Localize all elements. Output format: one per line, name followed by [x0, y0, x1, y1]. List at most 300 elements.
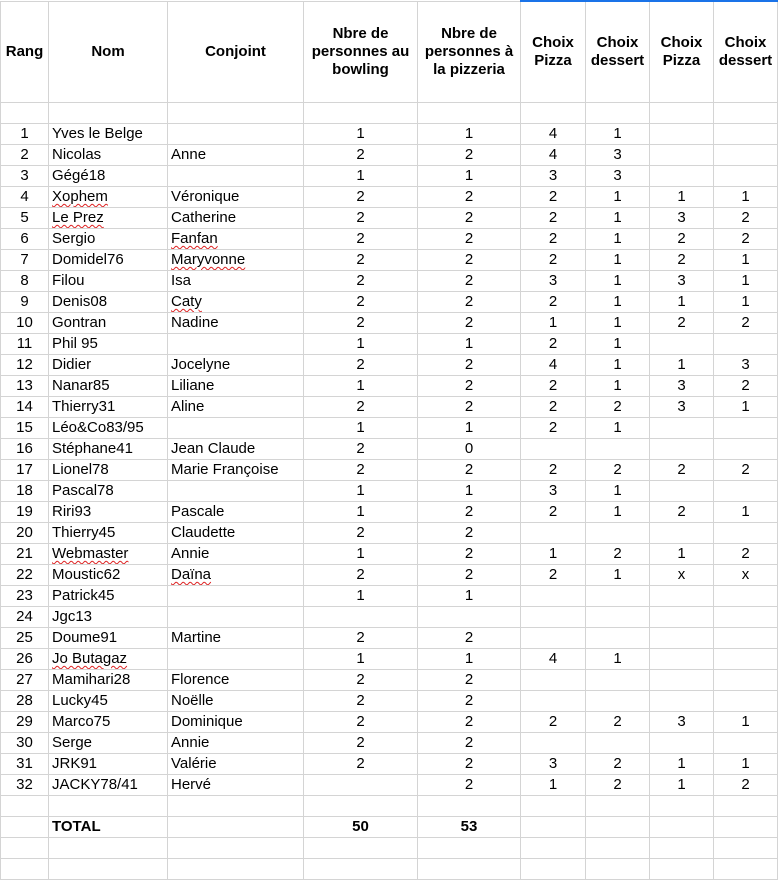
empty-cell[interactable] [586, 796, 650, 817]
cell-choix-dessert-2[interactable] [714, 649, 778, 670]
cell-conjoint[interactable] [168, 418, 304, 439]
cell-conjoint[interactable] [168, 712, 304, 733]
cell-nom[interactable] [49, 502, 168, 523]
empty-cell[interactable] [521, 859, 586, 880]
cell-pizzeria[interactable]: 2 [418, 376, 521, 397]
cell-nom[interactable] [49, 229, 168, 250]
cell-conjoint[interactable] [168, 292, 304, 313]
cell-pizzeria[interactable]: 2 [418, 355, 521, 376]
cell-choix-dessert-2[interactable]: 2 [714, 313, 778, 334]
empty-cell[interactable] [304, 796, 418, 817]
total-pizzeria[interactable]: 53 [418, 817, 521, 838]
cell-choix-dessert-1[interactable]: 3 [586, 145, 650, 166]
header-conjoint[interactable]: Conjoint [168, 1, 304, 103]
cell-conjoint[interactable] [168, 439, 304, 460]
cell-pizzeria[interactable]: 2 [418, 628, 521, 649]
empty-cell[interactable] [304, 859, 418, 880]
cell-choix-dessert-2[interactable] [714, 334, 778, 355]
cell-nom[interactable] [49, 460, 168, 481]
cell-choix-dessert-2[interactable]: 1 [714, 187, 778, 208]
cell-nom[interactable] [49, 712, 168, 733]
cell-choix-dessert-1[interactable]: 1 [586, 250, 650, 271]
cell-rang[interactable]: 20 [1, 523, 49, 544]
cell-rang[interactable]: 25 [1, 628, 49, 649]
cell-choix-dessert-2[interactable] [714, 691, 778, 712]
cell-choix-pizza-2[interactable] [650, 628, 714, 649]
cell-bowling[interactable]: 2 [304, 565, 418, 586]
cell-nom[interactable] [49, 523, 168, 544]
cell-choix-dessert-1[interactable]: 1 [586, 502, 650, 523]
cell-nom[interactable] [49, 187, 168, 208]
cell-nom[interactable] [49, 439, 168, 460]
cell-pizzeria[interactable]: 2 [418, 145, 521, 166]
cell-pizzeria[interactable]: 2 [418, 292, 521, 313]
cell-choix-pizza-1[interactable]: 2 [521, 460, 586, 481]
cell-conjoint[interactable] [168, 124, 304, 145]
cell-choix-dessert-1[interactable]: 1 [586, 355, 650, 376]
cell-conjoint[interactable] [168, 775, 304, 796]
cell-choix-pizza-2[interactable] [650, 481, 714, 502]
cell-pizzeria[interactable]: 2 [418, 397, 521, 418]
cell-bowling[interactable]: 1 [304, 649, 418, 670]
cell-nom[interactable] [49, 733, 168, 754]
cell-choix-pizza-2[interactable]: 2 [650, 502, 714, 523]
cell-choix-pizza-1[interactable]: 2 [521, 565, 586, 586]
cell-choix-pizza-2[interactable] [650, 586, 714, 607]
cell-nom[interactable] [49, 670, 168, 691]
cell-choix-pizza-2[interactable]: 3 [650, 397, 714, 418]
cell-choix-pizza-2[interactable] [650, 145, 714, 166]
cell-pizzeria[interactable]: 1 [418, 334, 521, 355]
cell-choix-dessert-2[interactable] [714, 628, 778, 649]
empty-cell[interactable] [49, 796, 168, 817]
cell-bowling[interactable]: 2 [304, 292, 418, 313]
cell-choix-pizza-2[interactable] [650, 334, 714, 355]
cell-pizzeria[interactable]: 2 [418, 565, 521, 586]
cell-conjoint[interactable] [168, 355, 304, 376]
cell-bowling[interactable]: 2 [304, 208, 418, 229]
cell-rang[interactable]: 16 [1, 439, 49, 460]
cell-conjoint[interactable] [168, 565, 304, 586]
cell-bowling[interactable]: 2 [304, 691, 418, 712]
cell-choix-dessert-2[interactable] [714, 124, 778, 145]
cell-choix-dessert-2[interactable] [714, 439, 778, 460]
cell-nom[interactable] [49, 565, 168, 586]
cell-bowling[interactable]: 2 [304, 712, 418, 733]
cell-conjoint[interactable] [168, 691, 304, 712]
cell-choix-dessert-1[interactable]: 1 [586, 313, 650, 334]
cell-choix-pizza-1[interactable]: 3 [521, 481, 586, 502]
cell-pizzeria[interactable] [418, 607, 521, 628]
cell-nom[interactable] [49, 397, 168, 418]
cell-choix-pizza-1[interactable] [521, 733, 586, 754]
cell-rang[interactable]: 28 [1, 691, 49, 712]
cell-bowling[interactable]: 2 [304, 145, 418, 166]
cell-choix-dessert-2[interactable]: 1 [714, 271, 778, 292]
cell-rang[interactable]: 31 [1, 754, 49, 775]
cell-conjoint[interactable] [168, 754, 304, 775]
cell-choix-dessert-1[interactable] [586, 670, 650, 691]
cell-rang[interactable]: 10 [1, 313, 49, 334]
cell-bowling[interactable]: 2 [304, 670, 418, 691]
cell-pizzeria[interactable]: 2 [418, 502, 521, 523]
cell-bowling[interactable]: 2 [304, 187, 418, 208]
cell-rang[interactable]: 7 [1, 250, 49, 271]
cell-choix-dessert-2[interactable]: 1 [714, 502, 778, 523]
cell-bowling[interactable]: 2 [304, 754, 418, 775]
cell-rang[interactable]: 26 [1, 649, 49, 670]
cell-pizzeria[interactable]: 1 [418, 418, 521, 439]
cell-pizzeria[interactable]: 2 [418, 229, 521, 250]
cell-choix-dessert-1[interactable]: 1 [586, 124, 650, 145]
cell-bowling[interactable]: 2 [304, 250, 418, 271]
cell-conjoint[interactable] [168, 313, 304, 334]
empty-cell[interactable] [1, 817, 49, 838]
cell-conjoint[interactable] [168, 271, 304, 292]
cell-choix-pizza-1[interactable]: 3 [521, 754, 586, 775]
cell-choix-dessert-1[interactable]: 3 [586, 166, 650, 187]
empty-cell[interactable] [49, 859, 168, 880]
cell-conjoint[interactable] [168, 670, 304, 691]
cell-choix-pizza-1[interactable]: 3 [521, 166, 586, 187]
cell-choix-pizza-1[interactable]: 2 [521, 712, 586, 733]
cell-pizzeria[interactable]: 2 [418, 691, 521, 712]
cell-choix-pizza-2[interactable]: 1 [650, 355, 714, 376]
cell-conjoint[interactable] [168, 376, 304, 397]
cell-conjoint[interactable] [168, 607, 304, 628]
cell-rang[interactable]: 13 [1, 376, 49, 397]
cell-choix-pizza-1[interactable] [521, 670, 586, 691]
empty-cell[interactable] [168, 817, 304, 838]
cell-choix-pizza-2[interactable]: 1 [650, 544, 714, 565]
cell-pizzeria[interactable]: 2 [418, 208, 521, 229]
cell-pizzeria[interactable]: 1 [418, 481, 521, 502]
cell-conjoint[interactable] [168, 460, 304, 481]
cell-bowling[interactable]: 2 [304, 271, 418, 292]
cell-choix-pizza-2[interactable]: 3 [650, 376, 714, 397]
cell-pizzeria[interactable]: 1 [418, 649, 521, 670]
empty-cell[interactable] [650, 103, 714, 124]
cell-choix-dessert-1[interactable]: 1 [586, 649, 650, 670]
cell-choix-dessert-2[interactable]: 1 [714, 754, 778, 775]
cell-choix-dessert-1[interactable] [586, 607, 650, 628]
empty-cell[interactable] [521, 796, 586, 817]
cell-conjoint[interactable] [168, 250, 304, 271]
cell-conjoint[interactable] [168, 502, 304, 523]
cell-choix-pizza-1[interactable] [521, 586, 586, 607]
cell-conjoint[interactable] [168, 145, 304, 166]
cell-conjoint[interactable] [168, 544, 304, 565]
empty-cell[interactable] [586, 817, 650, 838]
cell-pizzeria[interactable]: 2 [418, 313, 521, 334]
cell-choix-dessert-2[interactable]: 2 [714, 775, 778, 796]
header-choix-dessert-2[interactable]: Choix dessert [714, 1, 778, 103]
cell-choix-pizza-2[interactable] [650, 523, 714, 544]
cell-bowling[interactable]: 1 [304, 481, 418, 502]
cell-choix-pizza-1[interactable]: 2 [521, 250, 586, 271]
cell-rang[interactable]: 3 [1, 166, 49, 187]
cell-rang[interactable]: 11 [1, 334, 49, 355]
cell-choix-pizza-1[interactable]: 2 [521, 292, 586, 313]
cell-choix-pizza-2[interactable] [650, 649, 714, 670]
empty-cell[interactable] [1, 103, 49, 124]
cell-nom[interactable] [49, 334, 168, 355]
cell-pizzeria[interactable]: 2 [418, 187, 521, 208]
cell-nom[interactable] [49, 145, 168, 166]
cell-bowling[interactable]: 1 [304, 586, 418, 607]
cell-choix-dessert-2[interactable] [714, 523, 778, 544]
header-bowling[interactable]: Nbre de personnes au bowling [304, 1, 418, 103]
cell-rang[interactable]: 4 [1, 187, 49, 208]
cell-choix-dessert-2[interactable] [714, 607, 778, 628]
cell-nom[interactable] [49, 544, 168, 565]
cell-bowling[interactable]: 1 [304, 544, 418, 565]
cell-choix-pizza-2[interactable] [650, 124, 714, 145]
empty-cell[interactable] [714, 103, 778, 124]
cell-choix-pizza-2[interactable]: 3 [650, 271, 714, 292]
cell-nom[interactable] [49, 418, 168, 439]
cell-rang[interactable]: 8 [1, 271, 49, 292]
cell-choix-dessert-1[interactable]: 1 [586, 229, 650, 250]
cell-conjoint[interactable] [168, 628, 304, 649]
empty-cell[interactable] [168, 103, 304, 124]
cell-rang[interactable]: 21 [1, 544, 49, 565]
cell-conjoint[interactable] [168, 523, 304, 544]
empty-cell[interactable] [1, 859, 49, 880]
cell-choix-pizza-2[interactable]: 1 [650, 292, 714, 313]
cell-choix-dessert-1[interactable]: 2 [586, 712, 650, 733]
cell-pizzeria[interactable]: 1 [418, 586, 521, 607]
cell-choix-dessert-2[interactable]: 1 [714, 250, 778, 271]
cell-nom[interactable] [49, 754, 168, 775]
cell-conjoint[interactable] [168, 187, 304, 208]
cell-rang[interactable]: 5 [1, 208, 49, 229]
cell-bowling[interactable]: 1 [304, 124, 418, 145]
cell-pizzeria[interactable]: 2 [418, 250, 521, 271]
header-choix-pizza-2[interactable]: Choix Pizza [650, 1, 714, 103]
empty-cell[interactable] [418, 859, 521, 880]
empty-cell[interactable] [586, 103, 650, 124]
cell-choix-pizza-2[interactable]: 1 [650, 187, 714, 208]
cell-choix-pizza-2[interactable]: 2 [650, 460, 714, 481]
cell-choix-dessert-2[interactable]: 1 [714, 397, 778, 418]
empty-cell[interactable] [49, 103, 168, 124]
cell-nom[interactable] [49, 250, 168, 271]
cell-choix-pizza-1[interactable]: 2 [521, 187, 586, 208]
cell-pizzeria[interactable]: 2 [418, 712, 521, 733]
cell-rang[interactable]: 32 [1, 775, 49, 796]
empty-cell[interactable] [521, 838, 586, 859]
header-choix-dessert-1[interactable]: Choix dessert [586, 1, 650, 103]
cell-choix-dessert-1[interactable] [586, 586, 650, 607]
cell-choix-pizza-2[interactable]: x [650, 565, 714, 586]
cell-choix-pizza-1[interactable]: 4 [521, 649, 586, 670]
cell-choix-dessert-1[interactable]: 2 [586, 544, 650, 565]
empty-cell[interactable] [714, 859, 778, 880]
cell-nom[interactable] [49, 292, 168, 313]
cell-choix-dessert-2[interactable]: 2 [714, 208, 778, 229]
cell-choix-pizza-1[interactable]: 3 [521, 271, 586, 292]
cell-rang[interactable]: 29 [1, 712, 49, 733]
cell-rang[interactable]: 22 [1, 565, 49, 586]
empty-cell[interactable] [418, 103, 521, 124]
cell-choix-dessert-1[interactable] [586, 733, 650, 754]
cell-conjoint[interactable] [168, 397, 304, 418]
cell-choix-dessert-1[interactable]: 2 [586, 775, 650, 796]
cell-choix-dessert-1[interactable]: 1 [586, 565, 650, 586]
cell-choix-dessert-2[interactable]: 2 [714, 460, 778, 481]
cell-choix-dessert-1[interactable] [586, 523, 650, 544]
cell-choix-pizza-2[interactable] [650, 418, 714, 439]
cell-choix-pizza-1[interactable]: 2 [521, 397, 586, 418]
cell-choix-pizza-1[interactable] [521, 607, 586, 628]
cell-rang[interactable]: 1 [1, 124, 49, 145]
empty-cell[interactable] [1, 796, 49, 817]
cell-choix-pizza-1[interactable]: 1 [521, 313, 586, 334]
cell-bowling[interactable]: 1 [304, 376, 418, 397]
cell-nom[interactable] [49, 586, 168, 607]
cell-choix-pizza-2[interactable] [650, 691, 714, 712]
cell-choix-dessert-1[interactable] [586, 691, 650, 712]
cell-choix-dessert-2[interactable] [714, 166, 778, 187]
cell-rang[interactable]: 14 [1, 397, 49, 418]
cell-bowling[interactable]: 2 [304, 313, 418, 334]
cell-bowling[interactable]: 1 [304, 502, 418, 523]
cell-choix-dessert-2[interactable]: 1 [714, 292, 778, 313]
cell-bowling[interactable]: 2 [304, 523, 418, 544]
cell-nom[interactable] [49, 691, 168, 712]
cell-nom[interactable] [49, 355, 168, 376]
empty-cell[interactable] [521, 103, 586, 124]
cell-nom[interactable] [49, 628, 168, 649]
cell-rang[interactable]: 23 [1, 586, 49, 607]
cell-choix-pizza-1[interactable] [521, 439, 586, 460]
cell-choix-pizza-2[interactable]: 1 [650, 775, 714, 796]
cell-pizzeria[interactable]: 0 [418, 439, 521, 460]
empty-cell[interactable] [714, 817, 778, 838]
cell-nom[interactable] [49, 208, 168, 229]
cell-choix-dessert-2[interactable] [714, 733, 778, 754]
cell-bowling[interactable]: 2 [304, 628, 418, 649]
total-label[interactable]: TOTAL [49, 817, 168, 838]
cell-nom[interactable] [49, 124, 168, 145]
cell-rang[interactable]: 30 [1, 733, 49, 754]
header-pizzeria[interactable]: Nbre de personnes à la pizzeria [418, 1, 521, 103]
cell-pizzeria[interactable]: 2 [418, 271, 521, 292]
cell-choix-pizza-2[interactable]: 2 [650, 229, 714, 250]
cell-choix-dessert-2[interactable]: 2 [714, 376, 778, 397]
cell-choix-dessert-1[interactable]: 1 [586, 271, 650, 292]
cell-choix-dessert-1[interactable] [586, 628, 650, 649]
cell-bowling[interactable]: 1 [304, 166, 418, 187]
cell-pizzeria[interactable]: 2 [418, 775, 521, 796]
cell-choix-dessert-1[interactable]: 1 [586, 334, 650, 355]
cell-choix-dessert-2[interactable]: x [714, 565, 778, 586]
cell-choix-pizza-1[interactable]: 4 [521, 124, 586, 145]
cell-conjoint[interactable] [168, 481, 304, 502]
cell-nom[interactable] [49, 271, 168, 292]
cell-conjoint[interactable] [168, 229, 304, 250]
cell-nom[interactable] [49, 313, 168, 334]
cell-pizzeria[interactable]: 1 [418, 166, 521, 187]
cell-choix-dessert-2[interactable]: 1 [714, 712, 778, 733]
cell-conjoint[interactable] [168, 166, 304, 187]
cell-choix-pizza-2[interactable] [650, 670, 714, 691]
cell-choix-dessert-2[interactable]: 2 [714, 544, 778, 565]
empty-cell[interactable] [586, 838, 650, 859]
cell-bowling[interactable]: 2 [304, 439, 418, 460]
cell-conjoint[interactable] [168, 208, 304, 229]
cell-rang[interactable]: 19 [1, 502, 49, 523]
cell-choix-dessert-1[interactable] [586, 439, 650, 460]
cell-choix-dessert-1[interactable]: 1 [586, 418, 650, 439]
cell-bowling[interactable]: 1 [304, 418, 418, 439]
cell-rang[interactable]: 18 [1, 481, 49, 502]
cell-bowling[interactable]: 2 [304, 229, 418, 250]
empty-cell[interactable] [714, 796, 778, 817]
empty-cell[interactable] [49, 838, 168, 859]
cell-bowling[interactable] [304, 775, 418, 796]
cell-bowling[interactable]: 2 [304, 460, 418, 481]
empty-cell[interactable] [521, 817, 586, 838]
cell-nom[interactable] [49, 481, 168, 502]
header-rang[interactable]: Rang [1, 1, 49, 103]
cell-nom[interactable] [49, 607, 168, 628]
empty-cell[interactable] [168, 796, 304, 817]
cell-nom[interactable] [49, 166, 168, 187]
cell-choix-dessert-1[interactable]: 1 [586, 376, 650, 397]
cell-pizzeria[interactable]: 2 [418, 460, 521, 481]
cell-pizzeria[interactable]: 2 [418, 523, 521, 544]
empty-cell[interactable] [304, 838, 418, 859]
cell-choix-pizza-2[interactable] [650, 733, 714, 754]
cell-nom[interactable] [49, 376, 168, 397]
cell-choix-pizza-2[interactable] [650, 166, 714, 187]
cell-choix-dessert-1[interactable]: 1 [586, 187, 650, 208]
cell-choix-dessert-1[interactable]: 1 [586, 208, 650, 229]
empty-cell[interactable] [650, 817, 714, 838]
header-nom[interactable]: Nom [49, 1, 168, 103]
cell-nom[interactable] [49, 649, 168, 670]
cell-choix-pizza-2[interactable] [650, 439, 714, 460]
cell-choix-dessert-2[interactable] [714, 481, 778, 502]
cell-conjoint[interactable] [168, 733, 304, 754]
cell-choix-dessert-2[interactable]: 2 [714, 229, 778, 250]
empty-cell[interactable] [168, 859, 304, 880]
cell-choix-dessert-1[interactable]: 1 [586, 292, 650, 313]
cell-choix-pizza-1[interactable]: 2 [521, 376, 586, 397]
cell-bowling[interactable]: 2 [304, 733, 418, 754]
cell-choix-pizza-1[interactable]: 2 [521, 502, 586, 523]
cell-bowling[interactable]: 1 [304, 334, 418, 355]
cell-rang[interactable]: 12 [1, 355, 49, 376]
cell-conjoint[interactable] [168, 649, 304, 670]
cell-choix-dessert-2[interactable] [714, 586, 778, 607]
empty-cell[interactable] [168, 838, 304, 859]
cell-bowling[interactable]: 2 [304, 355, 418, 376]
cell-choix-pizza-1[interactable]: 2 [521, 418, 586, 439]
cell-conjoint[interactable] [168, 334, 304, 355]
cell-pizzeria[interactable]: 2 [418, 754, 521, 775]
cell-choix-dessert-1[interactable]: 2 [586, 397, 650, 418]
cell-choix-pizza-1[interactable]: 2 [521, 229, 586, 250]
cell-rang[interactable]: 27 [1, 670, 49, 691]
cell-choix-dessert-1[interactable]: 2 [586, 460, 650, 481]
cell-rang[interactable]: 2 [1, 145, 49, 166]
cell-pizzeria[interactable]: 2 [418, 544, 521, 565]
cell-rang[interactable]: 15 [1, 418, 49, 439]
cell-nom[interactable] [49, 775, 168, 796]
